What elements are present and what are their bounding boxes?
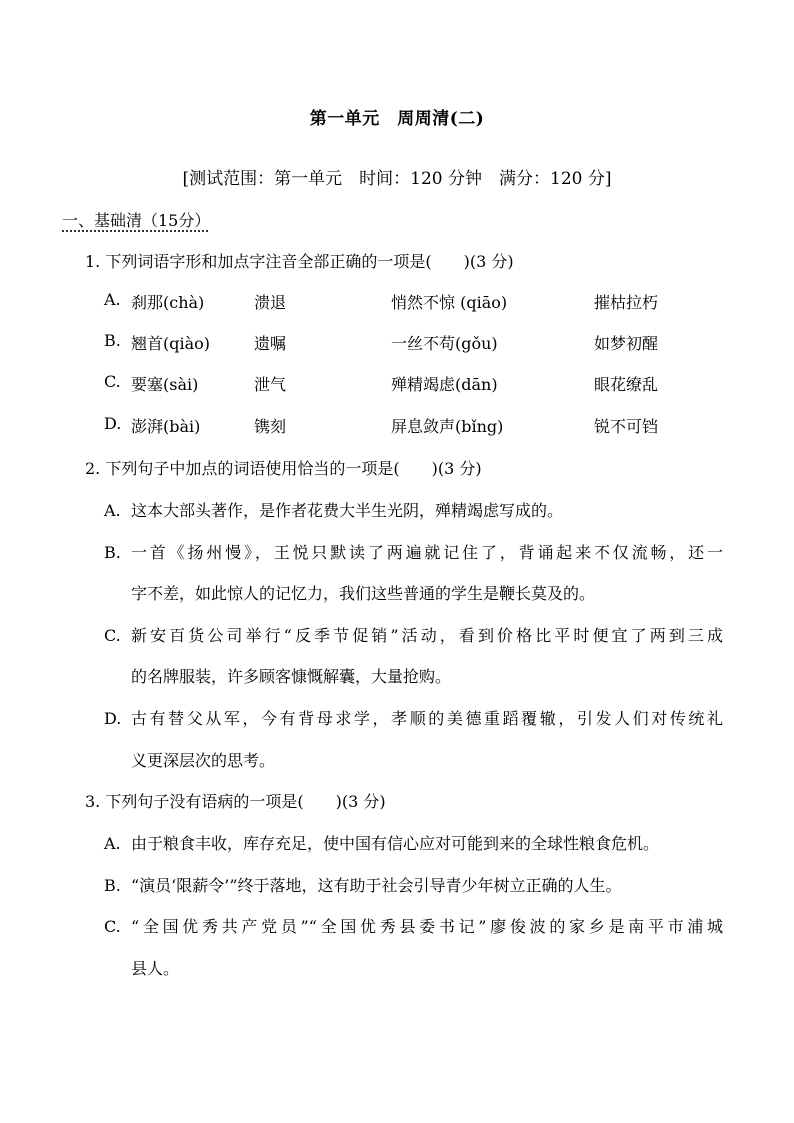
question-2-option-a[interactable] xyxy=(104,498,563,521)
option-word: 澎湃(bài) xyxy=(131,417,201,436)
option-word: 翘首(qiào) xyxy=(131,334,211,353)
option-word: 溃退 xyxy=(254,293,287,312)
question-3-option-b[interactable] xyxy=(104,873,622,896)
option-label: B. xyxy=(104,543,121,562)
option-word: 一丝不苟(gǒu) xyxy=(391,334,498,353)
option-text: 古有替父从军，今有背母求学，孝顺的美德重蹈覆辙，引发人们对传统礼 xyxy=(131,709,723,728)
option-word: 镌刻 xyxy=(254,417,287,436)
question-2-option-d-continuation: 义更深层次的思考。 xyxy=(131,751,276,770)
question-3-option-c[interactable] xyxy=(104,914,723,937)
option-label: C. xyxy=(104,372,121,391)
option-word: 如梦初醒 xyxy=(594,334,659,353)
question-2-option-b[interactable] xyxy=(104,540,723,563)
option-text: 这本大部头著作，是作者花费大半生光阴，殚精竭虑写成的。 xyxy=(131,501,564,520)
option-label: A. xyxy=(104,834,121,853)
question-2-stem: 2. 下列句子中加点的词语使用恰当的一项是( )(3 分) xyxy=(85,459,482,478)
question-2-option-d[interactable] xyxy=(104,706,723,729)
option-label: D. xyxy=(104,709,122,728)
test-info: [测试范围：第一单元 时间：120 分钟 满分：120 分] xyxy=(182,169,612,189)
page-title: 第一单元 周周清(二) xyxy=(309,109,485,129)
option-label: A. xyxy=(104,290,121,309)
option-word: 泄气 xyxy=(254,375,287,394)
option-label: C. xyxy=(104,917,121,936)
option-label: C. xyxy=(104,626,121,645)
question-3-option-c-continuation: 县人。 xyxy=(131,959,180,978)
question-3-stem: 3. 下列句子没有语病的一项是( )(3 分) xyxy=(85,792,386,811)
option-word: 眼花缭乱 xyxy=(594,375,659,394)
option-text: 一首《扬州慢》，王悦只默读了两遍就记住了，背诵起来不仅流畅，还一 xyxy=(131,543,723,562)
question-2-option-c-continuation: 的名牌服装，许多顾客慷慨解囊，大量抢购。 xyxy=(131,667,452,686)
question-1-stem: 1. 下列词语字形和加点字注音全部正确的一项是( )(3 分) xyxy=(85,252,514,271)
question-3-option-a[interactable] xyxy=(104,831,659,854)
option-word: 殚精竭虑(dān) xyxy=(391,375,498,394)
question-2-option-c[interactable] xyxy=(104,623,723,646)
option-word: 锐不可铛 xyxy=(594,417,659,436)
option-word: 摧枯拉朽 xyxy=(594,293,659,312)
option-text: 由于粮食丰收，库存充足，使中国有信心应对可能到来的全球性粮食危机。 xyxy=(131,834,660,853)
option-word: 屏息敛声(bǐng) xyxy=(391,417,504,436)
option-label: D. xyxy=(104,414,122,433)
option-text: 新安百货公司举行“反季节促销”活动，看到价格比平时便宜了两到三成 xyxy=(131,626,723,645)
question-2-option-b-continuation: 字不差，如此惊人的记忆力，我们这些普通的学生是鞭长莫及的。 xyxy=(131,584,596,603)
option-label: A. xyxy=(104,501,121,520)
option-word: 悄然不惊 (qiāo) xyxy=(391,293,508,312)
section-heading: 一、基础清（15分） xyxy=(62,211,211,230)
option-word: 要塞(sài) xyxy=(131,375,199,394)
option-word: 刹那(chà) xyxy=(131,293,205,312)
option-label: B. xyxy=(104,331,121,350)
option-text: “演员‘限薪令’”终于落地，这有助于社会引导青少年树立正确的人生。 xyxy=(131,876,622,895)
option-label: B. xyxy=(104,876,121,895)
option-text: “全国优秀共产党员”“全国优秀县委书记”廖俊波的家乡是南平市浦城 xyxy=(131,917,723,936)
option-word: 遗嘱 xyxy=(254,334,287,353)
